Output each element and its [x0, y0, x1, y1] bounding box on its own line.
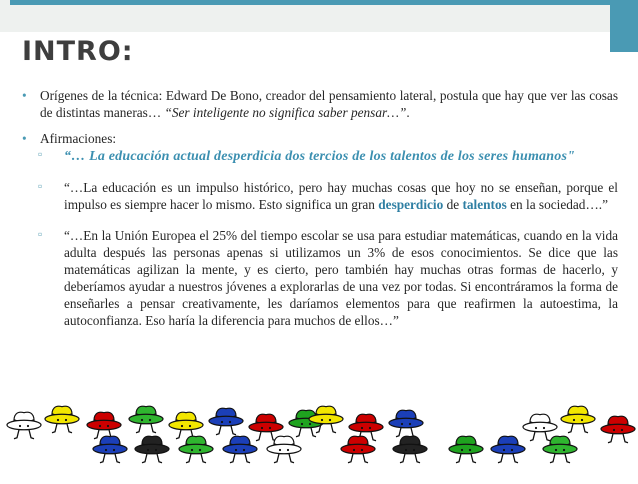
hat-icon	[45, 406, 79, 433]
hat-icon	[87, 412, 121, 439]
bullet-origins	[22, 87, 618, 121]
education-impulse-text-a: “…La educación es un impulso histórico, pero hay muchas cosas que hoy no se enseñan, porque el impulso es siempre hacer lo mismo. Esto significa un gran	[64, 180, 618, 212]
corner-accent-block	[610, 0, 638, 52]
hat-icon	[389, 410, 423, 437]
hat-icon	[129, 406, 163, 433]
hats-illustration	[0, 403, 638, 479]
hat-icon	[561, 406, 595, 433]
sub-bullet-square-icon: ▫	[38, 179, 43, 193]
hat-icon	[393, 436, 427, 463]
hat-icon	[491, 436, 525, 463]
hat-icon	[209, 408, 243, 435]
education-impulse-text-c: en la sociedad….”	[506, 197, 608, 212]
keyword-talentos: talentos	[462, 197, 507, 212]
sub-bullet-square-icon: ▫	[38, 147, 43, 161]
sub-bullet-waste-quote	[22, 147, 618, 165]
slide-body	[22, 87, 618, 329]
bullet-statements	[22, 130, 618, 147]
bullet-origins-end: .	[406, 105, 410, 120]
thinking-hats-decoration	[0, 403, 638, 479]
bullet-statements-text: Afirmaciones:	[40, 131, 117, 146]
bullet-dot-icon: •	[22, 131, 27, 146]
hat-icon	[267, 436, 301, 463]
bullet-dot-icon: •	[22, 88, 27, 103]
hat-icon	[309, 406, 343, 433]
hat-icon	[223, 436, 257, 463]
sub-bullet-eu-math	[22, 227, 618, 329]
sub-bullet-square-icon: ▫	[38, 227, 43, 241]
hat-icon	[169, 412, 203, 439]
slide-title: INTRO:	[22, 36, 134, 67]
accent-strip	[10, 0, 610, 5]
sub-bullet-education-impulse	[22, 179, 618, 213]
hat-icon	[523, 414, 557, 441]
hat-icon	[179, 436, 213, 463]
bullet-origins-quote: “Ser inteligente no significa saber pensar…”	[164, 105, 407, 120]
bullet-origins-text: Orígenes de la técnica: Edward De Bono, creador del pensamiento lateral, postula que hay que ver las cosas de distintas maneras…	[40, 88, 618, 120]
hat-icon	[341, 436, 375, 463]
education-impulse-text-b: de	[443, 197, 463, 212]
keyword-desperdicio: desperdicio	[378, 197, 444, 212]
hat-icon	[601, 416, 635, 443]
hat-icon	[135, 436, 169, 463]
hat-icon	[449, 436, 483, 463]
waste-quote-text: “… La educación actual desperdicia dos tercios de los talentos de los seres humanos"	[64, 149, 576, 164]
hat-icon	[7, 412, 41, 439]
eu-math-text: “…En la Unión Europea el 25% del tiempo escolar se usa para estudiar matemáticas, cuando en la vida adulta después las personas apenas si utilizamos un 3% de esos conocimientos. Se dice que las matemáticas agilizan la mente, y es cierto, pero también hay muchas otras formas de hacerlo, y deberíamos ayudar a nuestros jóvenes a explorarlas de una vez por todas. Si encontráramos la forma de enseñarles a pensar creativamente, les daríamos elementos para que reafirmen la autoestima, la autoconfianza. Eso haría la diferencia para muchos de ellos…”	[64, 228, 618, 328]
hat-icon	[93, 436, 127, 463]
